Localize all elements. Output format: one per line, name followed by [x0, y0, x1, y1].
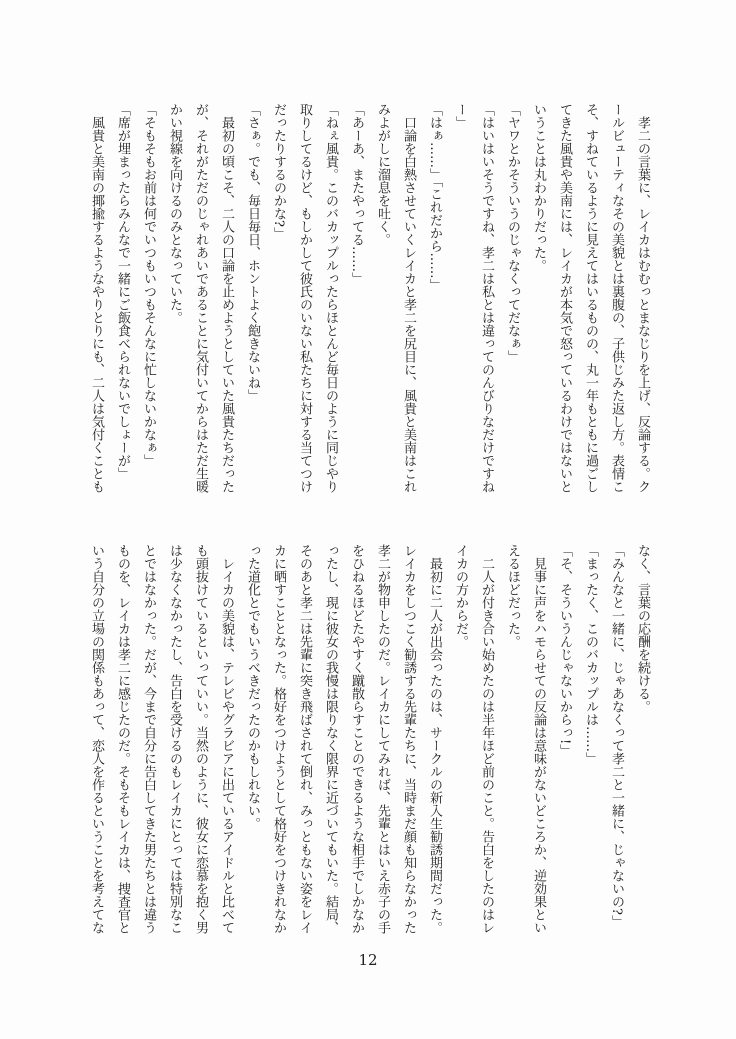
paragraph-dialogue: 「はいはいそうですね、孝二は私とは違ってのんびりなだけですねー」	[453, 103, 494, 493]
paragraph-continuation: なく、言葉の応酬を続ける。	[635, 544, 650, 713]
paragraph-dialogue: 「席が埋まったらみんなで一緒にご飯食べられないでしょーが」	[115, 103, 130, 480]
paragraph: 最初に二人が出会ったのは、サークルの新入生勧誘期間だった。レイカをしつこく勧誘する先輩たちに、当時まだ顔も知らなかった孝二が物申したのだ。レイカにしてみれば、先輩とはいえ赤子の手をひねるほどたやすく蹴散らすことのできるような相手でしかなかったし、現に彼女の我慢は限りなく限界に近づいてもいた。結局、そのあと孝二は先輩に突き飛ばされて倒れ、みっともない姿をレイカに晒すこととなった。格好をつけようとして格好をつけきれなかった道化とでもいうべきだったのかもしれない。	[245, 544, 442, 934]
paragraph: 孝二の言葉に、レイカはむむっとまなじりを上げ、反論する。クールビューティなその美貌とは裏腹の、子供じみた返し方。表情こそ、すねているように見えてはいるものの、丸一年もともに過ごしてきた風貴や美南には、レイカが本気で怒っているわけではないということは丸わかりだった。	[531, 103, 650, 493]
paragraph: レイカの美貌は、テレビやグラビアに出ているアイドルと比べても頭抜けているといっていい。当然のように、彼女に恋慕を抱く男は少なくなかったし、告白を受けるのもレイカにとっては特別なことではなかった。だが、今まで自分に告白してきた男たちとは違うものを、レイカは孝二に感じたのだ。そもそもレイカは、捜査官という自分の立場の関係もあって、恋人を作るということを考えてな	[89, 544, 234, 934]
page-number: 12	[358, 951, 378, 969]
paragraph: 口論を白熱させていくレイカと孝二を尻目に、風貴と美南はこれみよがしに溜息を吐く。	[375, 103, 416, 493]
paragraph-dialogue: 「まったく、このバカップルは……」	[583, 544, 598, 765]
text-block-top	[83, 103, 655, 494]
paragraph-dialogue: 「ねぇ風貴。このバカップルったらほとんど毎日のように同じやり取りしてるけど、もしかして彼氏のいない私たちに対する当てつけだったりするのかな?」	[271, 103, 338, 493]
paragraph-dialogue: 「ヤワとかそういうのじゃなくってだなぁ」	[505, 103, 520, 363]
paragraph: 二人が付き合い始めたのは半年ほど前のこと。告白をしたのはレイカの方からだ。	[453, 544, 494, 934]
text-block-bottom	[83, 544, 655, 935]
paragraph-dialogue: 「さぁ。でも、毎日毎日、ホントよく飽きないね」	[245, 103, 260, 402]
paragraph-dialogue: 「あーあ、またやってる……」	[349, 103, 364, 285]
paragraph-dialogue: 「はぁ……」「これだから……」	[427, 103, 442, 292]
paragraph: 風貴と美南の揶揄するようなやりとりにも、二人は気付くことも	[89, 116, 104, 493]
paragraph: 最初の頃こそ、二人の口論を止めようとしていた風貴たちだったが、それがただのじゃれあいであることに気付いてからはただ生暖かい視線を向けるのみとなっていた。	[167, 103, 234, 493]
paragraph-dialogue: 「そもそもお前は何でいつもいつもそんなに忙しないかなぁ」	[141, 103, 156, 467]
paragraph: 見事に声をハモらせての反論は意味がないどころか、逆効果といえるほどだった。	[505, 544, 546, 934]
paragraph-dialogue: 「そ、そういうんじゃないからっ!」	[557, 544, 572, 758]
paragraph-dialogue: 「みんなと一緒に、じゃあなくって孝二と一緒に、じゃないの?」	[609, 544, 624, 928]
